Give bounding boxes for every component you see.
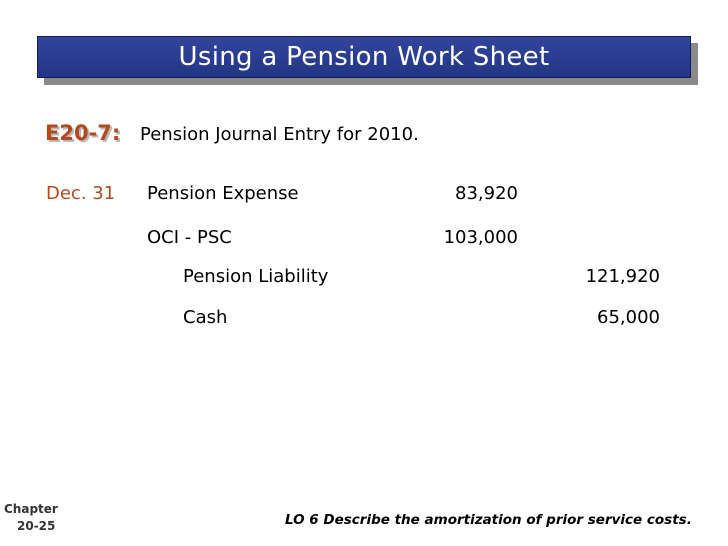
slide-number: 20-25 <box>17 519 56 533</box>
page-title: Using a Pension Work Sheet <box>178 42 550 72</box>
debit-amount: 83,920 <box>455 183 518 204</box>
credit-amount: 121,920 <box>585 266 660 287</box>
credit-amount: 65,000 <box>597 307 660 328</box>
chapter-label: Chapter <box>4 502 58 516</box>
account-name: Pension Liability <box>183 266 329 287</box>
account-name: Cash <box>183 307 228 328</box>
debit-amount: 103,000 <box>443 227 518 248</box>
exercise-description: Pension Journal Entry for 2010. <box>140 124 419 145</box>
account-name: OCI - PSC <box>147 227 232 248</box>
account-name: Pension Expense <box>147 183 299 204</box>
entry-date: Dec. 31 <box>46 183 116 204</box>
title-bar <box>37 36 691 78</box>
learning-objective: LO 6 Describe the amortization of prior service costs. <box>285 512 692 528</box>
exercise-label: E20-7: <box>45 121 121 145</box>
